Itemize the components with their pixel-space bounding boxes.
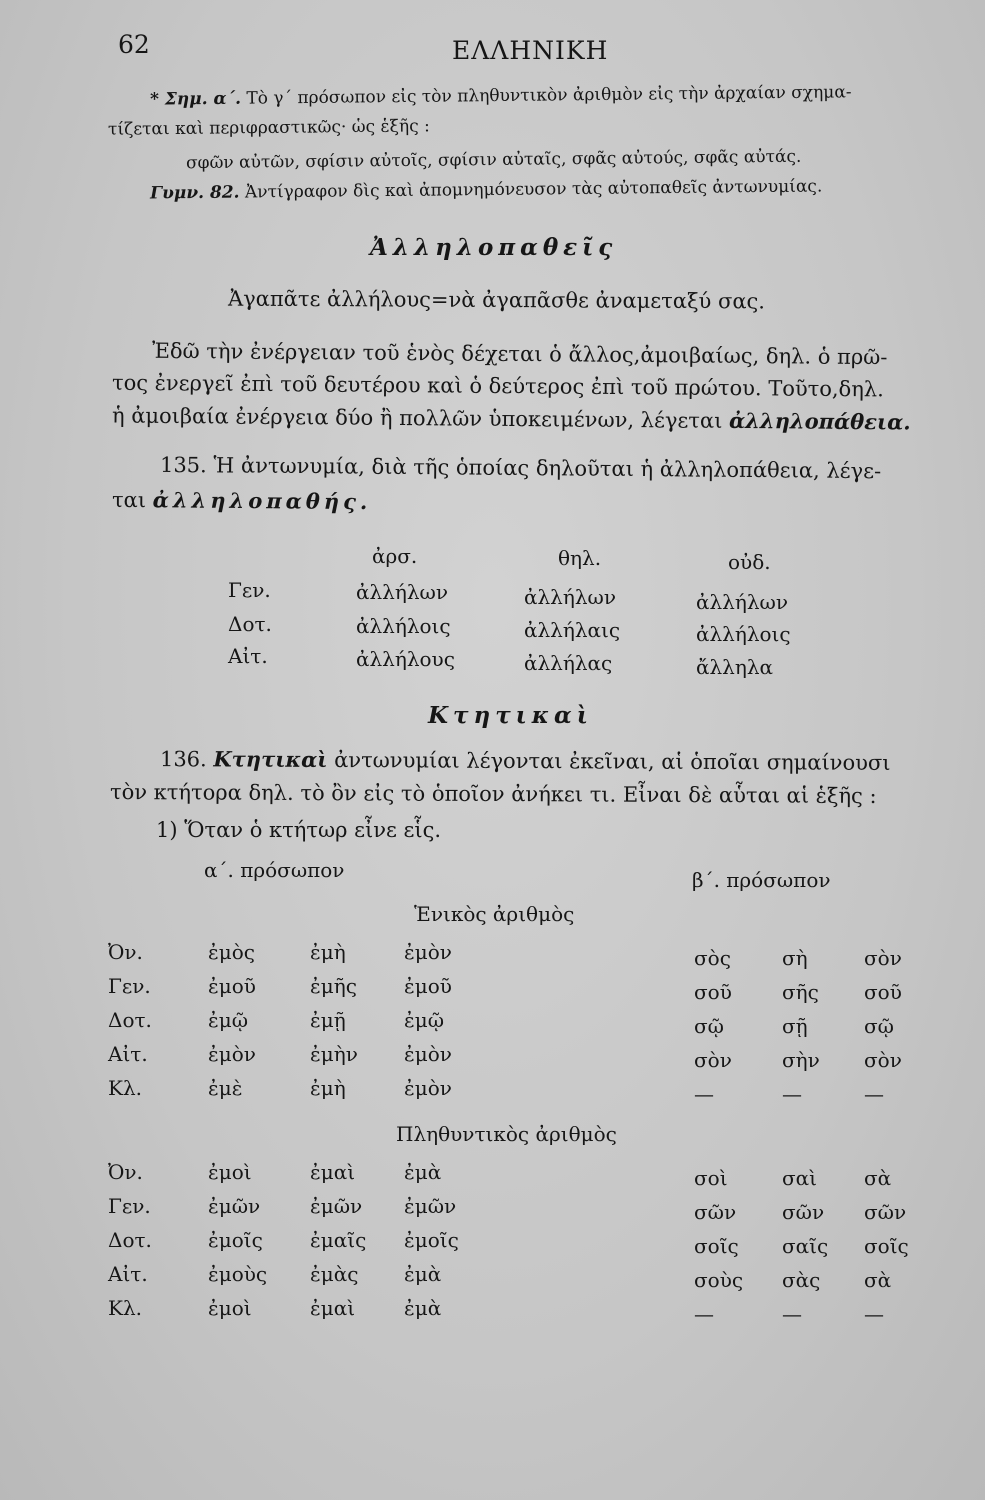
exercise-line [150,176,823,203]
table-cell: ἀλλήλαις [524,618,621,642]
first-person-form: ἐμοὶ [208,1160,252,1184]
plural-label: Πληθυντικὸς ἀριθμὸς [396,1122,617,1146]
col-header-fem: θηλ. [558,546,602,570]
first-person-form: ἐμῆς [310,974,357,998]
second-person-label: β΄. πρόσωπον [692,868,831,892]
note-line-2: τίζεται καὶ περιφραστικῶς· ὡς ἑξῆς : [107,116,430,140]
paragraph-136-line-2: τὸν κτήτορα δηλ. τὸ ὂν εἰς τὸ ὁποῖον ἀνήκει τι. Εἶναι δὲ αὗται αἱ ἑξῆς : [109,779,877,809]
case-label: Κλ. [108,1296,142,1320]
case-label: Κλ. [108,1076,142,1100]
first-person-form: ἐμὲ [208,1076,243,1100]
second-person-form: — [864,1082,884,1106]
second-person-form: σὴν [782,1048,820,1072]
table-cell: ἀλλήλοις [696,622,791,646]
second-person-form: σὸς [694,946,731,970]
first-person-form: ἐμὰ [404,1160,442,1184]
second-person-form: σὸν [694,1048,732,1072]
paragraph-135-line-2 [112,487,371,514]
table-cell: ἀλλήλοις [356,614,451,638]
second-person-form: σὴ [782,946,808,970]
second-person-form: σῇ [782,1014,808,1038]
paragraph-line-2: τος ἐνεργεῖ ἐπὶ τοῦ δευτέρου καὶ ὁ δεύτερος ἐπὶ τοῦ πρώτου. Τοῦτο,δηλ. [111,370,884,402]
second-person-form: σῶν [694,1200,737,1224]
second-person-form: σῶν [864,1200,907,1224]
first-person-form: ἐμῷ [208,1008,249,1032]
paragraph-136-text-1: ἀντωνυμίαι λέγονται ἐκεῖναι, αἱ ὁποῖαι σημαίνουσι [334,747,891,775]
first-person-form: ἐμῇ [310,1008,346,1032]
case-label: Γεν. [108,1194,151,1218]
second-person-form: σαῖς [782,1234,829,1258]
table-cell: ἀλλήλας [524,651,613,675]
first-person-form: ἐμοῦ [404,974,452,998]
second-person-form: — [864,1302,884,1326]
case-label-acc: Αἰτ. [228,644,268,668]
second-person-form: σοῖς [864,1234,909,1258]
singular-label: Ἑνικὸς ἀριθμὸς [414,902,575,926]
first-person-form: ἐμοὶ [208,1296,252,1320]
first-person-form: ἐμῶν [404,1194,457,1218]
paragraph-135-text-2: ται [111,487,147,513]
case-label: Γεν. [108,974,151,998]
second-person-form: σὰ [864,1166,892,1190]
case-label: Αἰτ. [108,1262,148,1286]
second-person-form: σοὶ [694,1166,728,1190]
second-person-form: σῆς [782,980,819,1004]
first-person-form: ἐμὸν [404,1076,452,1100]
table-cell: ἀλλήλους [356,647,455,671]
note-label: * Σημ. α΄. [149,88,242,110]
first-person-form: ἐμὰς [310,1262,359,1286]
second-person-form: σῷ [694,1014,724,1038]
running-title: ΕΛΛΗΝΙΚΗ [452,36,609,65]
paragraph-line-1: Ἐδῶ τὴν ἐνέργειαν τοῦ ἑνὸς δέχεται ὁ ἄλλος,ἀμοιβαίως, δηλ. ὁ πρῶ- [151,338,888,370]
second-person-form: σοὺς [694,1268,744,1292]
first-person-form: ἐμοῦ [208,974,256,998]
first-person-form: ἐμῶν [310,1194,363,1218]
second-person-form: σοῦ [694,980,732,1004]
second-person-form: σὰ [864,1268,892,1292]
first-person-form: ἐμὴ [310,1076,346,1100]
col-header-neut: οὐδ. [728,550,771,574]
second-person-form: σοῖς [694,1234,739,1258]
note-line-3: σφῶν αὐτῶν, σφίσιν αὐτοῖς, σφίσιν αὐταῖς, σφᾶς αὐτούς, σφᾶς αὐτάς. [185,146,802,174]
paragraph-135-line-1: 135. Ἡ ἀντωνυμία, διὰ τῆς ὁποίας δηλοῦται ἡ ἀλληλοπάθεια, λέγε- [159,452,882,484]
note-line-1 [150,82,852,109]
paragraph-text-3: ἡ ἀμοιβαία ἐνέργεια δύο ἢ πολλῶν ὑποκειμένων, λέγεται [111,403,723,433]
first-person-form: ἐμὸς [208,940,255,964]
paragraph-line-3 [112,403,911,435]
second-person-form: σαὶ [782,1166,817,1190]
first-person-form: ἐμὸν [208,1042,256,1066]
case-label: Ὀν. [108,1160,143,1184]
table-cell: ἀλλήλων [524,585,616,609]
table-cell: ἀλλήλων [696,590,788,614]
term-possessive: Κτητικαὶ [213,746,328,772]
case-label-dat: Δοτ. [228,612,272,636]
first-person-form: ἐμὸν [404,940,452,964]
second-person-form: σὸν [864,946,902,970]
first-person-form: ἐμῷ [404,1008,445,1032]
term-reciprocity: ἀλληλοπάθεια. [728,407,911,435]
second-person-form: — [782,1082,802,1106]
table-cell: ἀλλήλων [356,580,448,604]
second-person-form: — [694,1302,714,1326]
note-text-1: Τὸ γ΄ πρόσωπον εἰς τὸν πληθυντικὸν ἀριθμὸν εἰς τὴν ἀρχαίαν σχημα- [246,82,852,109]
col-header-masc: ἀρσ. [372,544,418,568]
section-heading-reciprocal: Ἀλληλοπαθεῖς [370,234,618,261]
first-person-form: ἐμὰ [404,1262,442,1286]
table-cell: ἄλληλα [696,655,774,679]
first-person-form: ἐμὰ [404,1296,442,1320]
exercise-text: Ἀντίγραφον δὶς καὶ ἀπομνημόνευσον τὰς αὐτοπαθεῖς ἀντωνυμίας. [244,176,823,203]
first-person-form: ἐμαὶ [310,1296,356,1320]
second-person-form: — [694,1082,714,1106]
case-label-gen: Γεν. [228,578,271,602]
first-person-label: α΄. πρόσωπον [204,858,345,882]
second-person-form: σὰς [782,1268,821,1292]
first-person-form: ἐμῶν [208,1194,261,1218]
first-person-form: ἐμὴν [310,1042,358,1066]
first-person-form: ἐμὴ [310,940,346,964]
page-number: 62 [118,30,150,59]
exercise-label: Γυμν. 82. [149,182,240,204]
term-reciprocal: ἀλληλοπαθής. [152,487,372,515]
section-heading-possessive: Κτητικαὶ [428,702,593,729]
first-person-form: ἐμαῖς [310,1228,367,1252]
first-person-form: ἐμαὶ [310,1160,356,1184]
case-label: Δοτ. [108,1008,152,1032]
second-person-form: σοῦ [864,980,902,1004]
first-person-form: ἐμοῖς [208,1228,263,1252]
second-person-form: σῶν [782,1200,825,1224]
first-person-form: ἐμοὺς [208,1262,268,1286]
case-one-line: 1) Ὅταν ὁ κτήτωρ εἶνε εἷς. [156,818,442,842]
case-label: Ὀν. [108,940,143,964]
second-person-form: σῷ [864,1014,894,1038]
example-sentence: Ἀγαπᾶτε ἀλλήλους=νὰ ἀγαπᾶσθε ἀναμεταξύ σας. [227,286,766,314]
first-person-form: ἐμοῖς [404,1228,459,1252]
case-label: Δοτ. [108,1228,152,1252]
case-label: Αἰτ. [108,1042,148,1066]
paragraph-136-line-1 [160,746,891,775]
second-person-form: — [782,1302,802,1326]
second-person-form: σὸν [864,1048,902,1072]
first-person-form: ἐμὸν [404,1042,452,1066]
paragraph-136-number: 136. [159,747,207,772]
